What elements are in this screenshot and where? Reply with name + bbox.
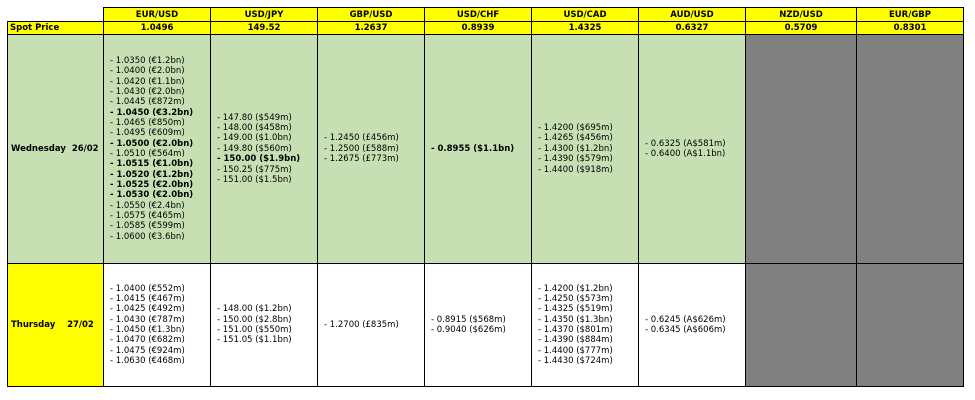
expiry-line: - 1.0445 (€872m) bbox=[110, 97, 185, 108]
no-data-cell bbox=[857, 35, 964, 264]
expiry-line: - 1.4370 ($801m) bbox=[538, 325, 613, 335]
expiry-line: - 149.00 ($1.0bn) bbox=[217, 133, 292, 144]
expiry-line: - 1.4350 ($1.3bn) bbox=[538, 314, 613, 325]
expiry-line: - 151.00 ($550m) bbox=[217, 325, 292, 335]
pair-header-usd-chf: USD/CHF bbox=[425, 8, 532, 22]
expiry-line: - 1.4400 ($777m) bbox=[538, 345, 613, 356]
expiry-line: - 0.8915 ($568m) bbox=[431, 314, 506, 325]
expiry-line: - 1.4200 ($1.2bn) bbox=[538, 283, 613, 294]
expiry-line: - 1.0525 (€2.0bn) bbox=[110, 180, 194, 191]
spot-price-row bbox=[8, 22, 964, 35]
spot-price-gbp-usd: 1.2637 bbox=[318, 22, 425, 35]
expiry-cell bbox=[318, 264, 425, 387]
expiry-line: - 1.0520 (€1.2bn) bbox=[110, 169, 194, 180]
expiry-line: - 1.4265 ($456m) bbox=[538, 133, 613, 144]
expiry-line: - 1.0500 (€2.0bn) bbox=[110, 138, 194, 149]
expiry-line: - 1.0400 (€2.0bn) bbox=[110, 66, 185, 77]
pair-header-usd-jpy: USD/JPY bbox=[211, 8, 318, 22]
pair-header-usd-cad: USD/CAD bbox=[532, 8, 639, 22]
expiry-line: - 148.00 ($1.2bn) bbox=[217, 304, 292, 315]
expiry-line: - 1.4200 ($695m) bbox=[538, 123, 613, 134]
expiry-line: - 1.4390 ($884m) bbox=[538, 335, 613, 346]
expiry-line: - 1.0495 (€609m) bbox=[110, 128, 185, 139]
expiry-line: - 151.05 ($1.1bn) bbox=[217, 335, 292, 346]
expiry-line: - 1.0425 (€492m) bbox=[110, 304, 185, 315]
expiry-line: - 1.4400 ($918m) bbox=[538, 164, 613, 175]
expiry-line: - 1.0430 (€2.0bn) bbox=[110, 86, 185, 97]
day-label-thursday: Thursday 27/02 bbox=[8, 264, 104, 387]
spot-price-eur-usd: 1.0496 bbox=[104, 22, 211, 35]
pair-header-nzd-usd: NZD/USD bbox=[746, 8, 857, 22]
expiry-line: - 1.0575 (€465m) bbox=[110, 211, 185, 222]
spot-price-usd-chf: 0.8939 bbox=[425, 22, 532, 35]
expiry-line: - 1.2675 (£773m) bbox=[324, 154, 399, 165]
spot-price-eur-gbp: 0.8301 bbox=[857, 22, 964, 35]
expiry-line: - 1.0400 (€552m) bbox=[110, 283, 185, 294]
expiry-line: - 1.0465 (€850m) bbox=[110, 117, 185, 128]
expiry-cell bbox=[104, 264, 211, 387]
expiry-line: - 1.0475 (€924m) bbox=[110, 345, 185, 356]
expiry-cell bbox=[211, 264, 318, 387]
pair-header-eur-usd: EUR/USD bbox=[104, 8, 211, 22]
expiry-line: - 1.0450 (€1.3bn) bbox=[110, 325, 185, 335]
no-data-cell bbox=[746, 35, 857, 264]
day-label-wednesday: Wednesday 26/02 bbox=[8, 35, 104, 264]
expiry-line: - 1.4430 ($724m) bbox=[538, 356, 613, 367]
expiry-line: - 1.2500 (£588m) bbox=[324, 143, 399, 154]
expiry-line: - 1.4300 ($1.2bn) bbox=[538, 143, 613, 154]
expiry-line: - 1.0420 (€1.1bn) bbox=[110, 76, 185, 87]
pair-header-eur-gbp: EUR/GBP bbox=[857, 8, 964, 22]
expiry-line: - 1.0600 (€3.6bn) bbox=[110, 231, 185, 242]
expiry-line: - 1.4390 ($579m) bbox=[538, 154, 613, 165]
fx-options-expiries-table bbox=[7, 7, 964, 387]
spot-price-label: Spot Price bbox=[8, 22, 104, 35]
expiry-cell bbox=[425, 264, 532, 387]
spot-price-usd-jpy: 149.52 bbox=[211, 22, 318, 35]
expiry-line: - 1.0630 (€468m) bbox=[110, 356, 185, 367]
expiry-line: - 1.0510 (€564m) bbox=[110, 149, 185, 159]
no-data-cell bbox=[857, 264, 964, 387]
expiry-line: - 1.0430 (€787m) bbox=[110, 314, 185, 325]
expiry-cell bbox=[532, 35, 639, 264]
expiry-cell bbox=[639, 264, 746, 387]
pair-header-aud-usd: AUD/USD bbox=[639, 8, 746, 22]
day-row-wednesday bbox=[8, 35, 964, 264]
expiry-line: - 1.0530 (€2.0bn) bbox=[110, 190, 194, 201]
expiry-cell bbox=[425, 35, 532, 264]
expiry-line: - 1.0550 (€2.4bn) bbox=[110, 200, 185, 211]
expiry-line: - 1.0585 (€599m) bbox=[110, 221, 185, 232]
day-row-thursday bbox=[8, 264, 964, 387]
expiry-cell bbox=[318, 35, 425, 264]
expiry-cell bbox=[639, 35, 746, 264]
expiry-line: - 0.6245 (A$626m) bbox=[645, 314, 726, 325]
expiry-cell bbox=[532, 264, 639, 387]
expiry-line: - 0.6325 (A$581m) bbox=[645, 138, 726, 149]
spot-price-usd-cad: 1.4325 bbox=[532, 22, 639, 35]
expiry-line: - 150.00 ($1.9bn) bbox=[217, 154, 301, 165]
expiry-line: - 150.25 ($775m) bbox=[217, 164, 292, 175]
expiry-line: - 0.9040 ($626m) bbox=[431, 325, 506, 335]
expiry-line: - 151.00 ($1.5bn) bbox=[217, 174, 292, 185]
expiry-line: - 0.6400 (A$1.1bn) bbox=[645, 149, 726, 159]
expiry-line: - 1.0470 (€682m) bbox=[110, 335, 185, 346]
expiry-cell bbox=[104, 35, 211, 264]
expiry-line: - 0.6345 (A$606m) bbox=[645, 325, 726, 335]
expiry-cell bbox=[211, 35, 318, 264]
no-data-cell bbox=[746, 264, 857, 387]
expiry-line: - 147.80 ($549m) bbox=[217, 112, 292, 123]
corner-cell bbox=[8, 8, 104, 22]
expiry-line: - 1.2450 (£456m) bbox=[324, 133, 399, 144]
expiry-line: - 1.4250 ($573m) bbox=[538, 293, 613, 304]
spot-price-nzd-usd: 0.5709 bbox=[746, 22, 857, 35]
expiry-line: - 148.00 ($458m) bbox=[217, 123, 292, 134]
pair-header-row bbox=[8, 8, 964, 22]
expiry-line: - 1.0415 (€467m) bbox=[110, 293, 185, 304]
expiry-line: - 1.2700 (£835m) bbox=[324, 319, 399, 330]
expiry-line: - 1.0450 (€3.2bn) bbox=[110, 107, 194, 118]
expiry-line: - 1.0350 (€1.2bn) bbox=[110, 55, 185, 66]
expiry-line: - 1.0515 (€1.0bn) bbox=[110, 159, 194, 170]
spot-price-aud-usd: 0.6327 bbox=[639, 22, 746, 35]
pair-header-gbp-usd: GBP/USD bbox=[318, 8, 425, 22]
expiry-line: - 149.80 ($560m) bbox=[217, 143, 292, 154]
expiry-line: - 0.8955 ($1.1bn) bbox=[431, 143, 515, 154]
expiry-line: - 150.00 ($2.8bn) bbox=[217, 314, 292, 325]
expiry-line: - 1.4325 ($519m) bbox=[538, 304, 613, 315]
